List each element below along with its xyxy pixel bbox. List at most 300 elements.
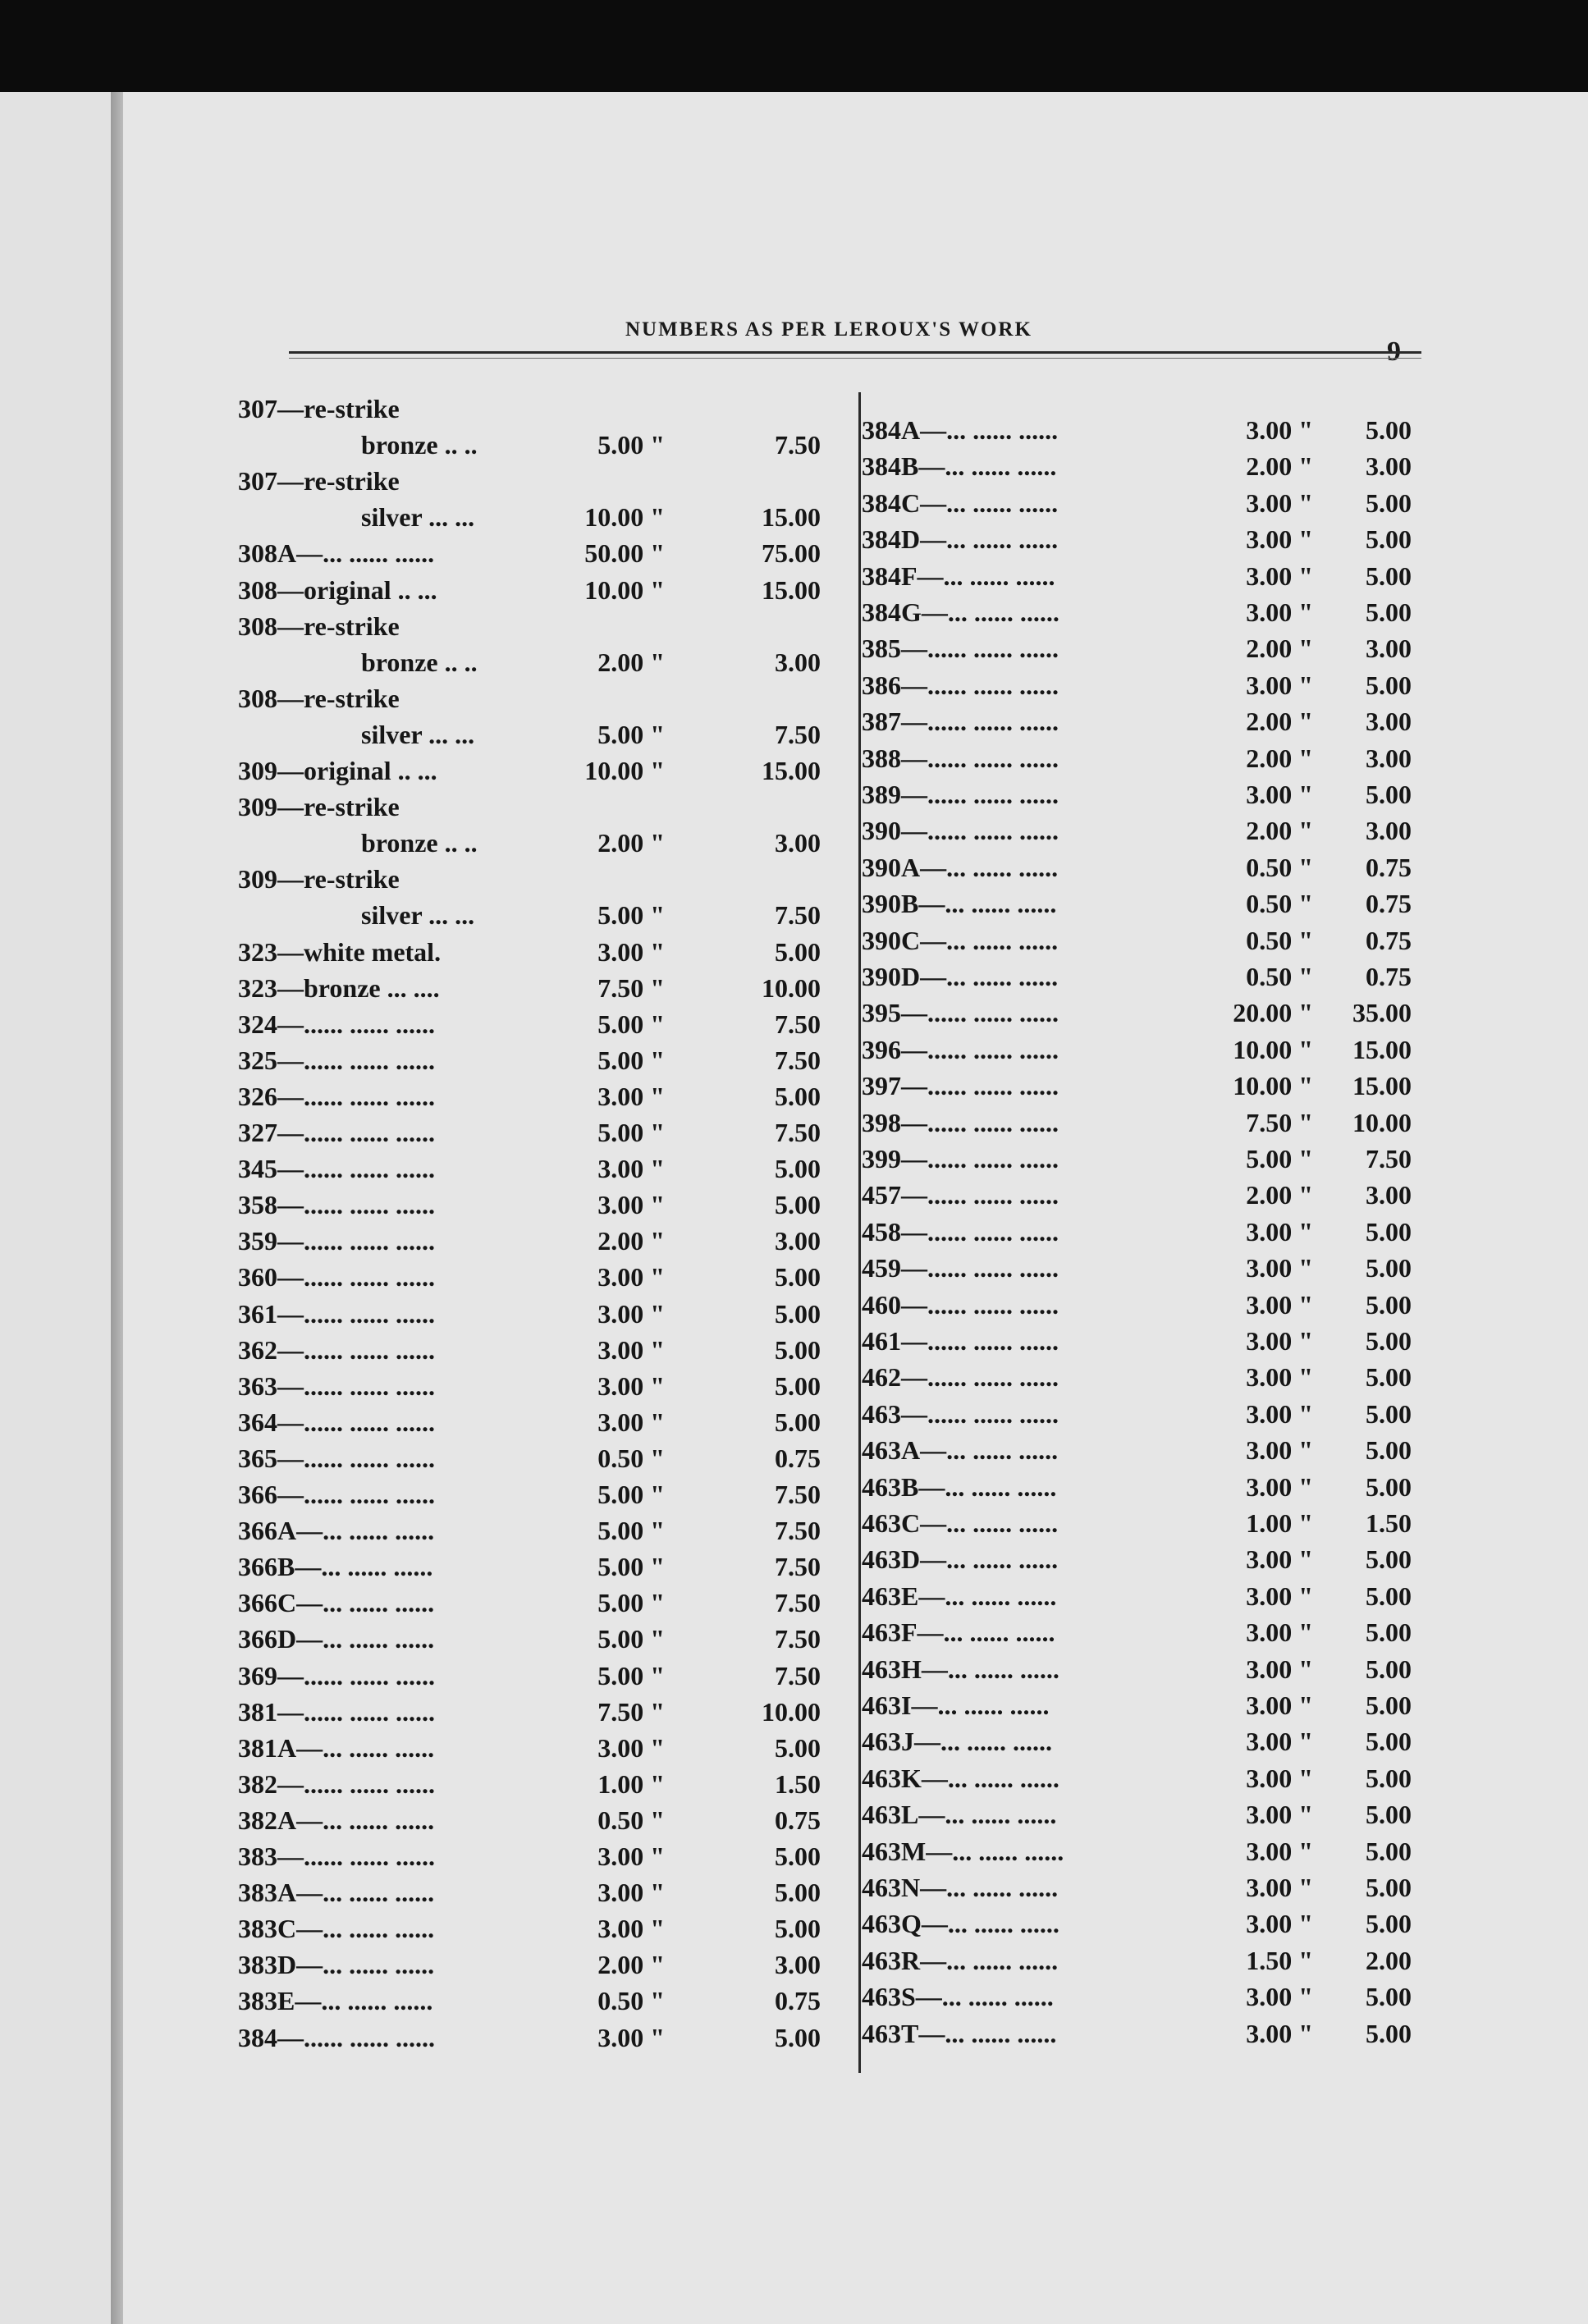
price-fine: 3.00 " <box>597 936 665 967</box>
coin-number-label: 462—...... ...... ...... <box>862 1362 1059 1393</box>
coin-number-label: 390C—... ...... ...... <box>862 925 1059 955</box>
coin-number-label: 463I—... ...... ...... <box>862 1690 1050 1720</box>
price-fine: 5.00 " <box>597 1624 665 1654</box>
price-fine: 5.00 " <box>597 1480 665 1509</box>
price-uncirculated: 2.00 <box>1366 1945 1412 1975</box>
price-fine: 5.00 " <box>597 430 665 460</box>
price-fine: 5.00 " <box>597 1516 665 1546</box>
price-row <box>238 720 845 753</box>
price-uncirculated: 7.50 <box>775 1516 821 1546</box>
price-row <box>862 2019 1420 2052</box>
price-row <box>862 524 1420 557</box>
price-uncirculated: 5.00 <box>1366 1253 1412 1283</box>
price-row <box>862 1071 1420 1104</box>
price-row <box>862 1581 1420 1614</box>
price-fine: 3.00 " <box>1246 487 1313 518</box>
price-row <box>862 1326 1420 1359</box>
coin-number-label: 461—...... ...... ...... <box>862 1326 1059 1356</box>
price-fine: 5.00 " <box>597 1660 665 1690</box>
coin-number-label: 366C—... ...... ...... <box>238 1588 435 1618</box>
coin-number-label: 463H—... ...... ...... <box>862 1654 1059 1684</box>
price-uncirculated: 0.75 <box>775 1805 821 1835</box>
price-row <box>862 853 1420 885</box>
price-fine: 0.50 " <box>1246 962 1313 991</box>
price-uncirculated: 5.00 <box>775 2022 821 2052</box>
price-fine: 3.00 " <box>597 1154 665 1184</box>
price-uncirculated: 5.00 <box>1366 1617 1412 1648</box>
price-uncirculated: 5.00 <box>1366 780 1412 809</box>
price-uncirculated: 3.00 <box>1366 451 1412 482</box>
price-fine: 7.50 " <box>597 972 665 1003</box>
price-fine: 10.00 " <box>1233 1034 1313 1064</box>
price-fine: 2.00 " <box>1246 451 1313 482</box>
price-row <box>238 1407 845 1440</box>
price-row <box>862 998 1420 1031</box>
price-uncirculated: 3.00 <box>775 1226 821 1256</box>
price-uncirculated: 3.00 <box>1366 707 1412 737</box>
price-fine: 50.00 " <box>584 538 665 569</box>
price-fine: 3.00 " <box>1246 2018 1313 2048</box>
coin-number-label: 460—...... ...... ...... <box>862 1289 1059 1320</box>
price-row <box>238 1082 845 1114</box>
coin-number-label: 324—...... ...... ...... <box>238 1009 435 1039</box>
price-fine: 3.00 " <box>597 1298 665 1329</box>
price-row <box>862 743 1420 776</box>
price-row <box>238 1697 845 1730</box>
price-row <box>238 466 845 499</box>
price-fine: 3.00 " <box>597 2022 665 2052</box>
price-fine: 3.00 " <box>597 1190 665 1220</box>
price-fine: 10.00 " <box>584 756 665 785</box>
price-uncirculated: 5.00 <box>1366 524 1412 555</box>
coin-number-label: 381—...... ...... ...... <box>238 1696 435 1727</box>
price-fine: 3.00 " <box>1246 1544 1313 1575</box>
coin-number-label: 463Q—... ...... ...... <box>862 1909 1059 1939</box>
price-uncirculated: 3.00 <box>1366 634 1412 664</box>
price-fine: 5.00 " <box>597 900 665 931</box>
price-fine: 2.00 " <box>1246 634 1313 664</box>
price-row <box>862 1180 1420 1213</box>
coin-number-label: 364—...... ...... ...... <box>238 1407 435 1437</box>
price-row <box>862 1508 1420 1541</box>
coin-number-label: 463S—... ...... ...... <box>862 1982 1054 2012</box>
price-row <box>238 1805 845 1838</box>
coin-number-label: 399—...... ...... ...... <box>862 1144 1059 1173</box>
price-fine: 3.00 " <box>1246 1216 1313 1247</box>
coin-number-label: 383D—... ...... ...... <box>238 1950 435 1980</box>
price-row <box>862 1253 1420 1286</box>
price-fine: 10.00 " <box>584 574 665 605</box>
price-uncirculated: 15.00 <box>1352 1034 1412 1064</box>
price-uncirculated: 5.00 <box>1366 2018 1412 2048</box>
price-uncirculated: 5.00 <box>1366 1727 1412 1757</box>
price-uncirculated: 5.00 <box>775 1262 821 1292</box>
coin-number-label: 359—...... ...... ...... <box>238 1226 435 1256</box>
price-fine: 3.00 " <box>1246 597 1313 627</box>
coin-number-label: 463L—... ...... ...... <box>862 1800 1057 1830</box>
coin-number-label: 309—re-strike <box>238 792 400 822</box>
coin-number-label: 309—original .. ... <box>238 756 437 785</box>
price-uncirculated: 5.00 <box>775 1081 821 1111</box>
price-row <box>862 926 1420 958</box>
price-uncirculated: 0.75 <box>1366 889 1412 919</box>
price-fine: 3.00 " <box>1246 1727 1313 1757</box>
price-uncirculated: 7.50 <box>1366 1144 1412 1173</box>
coin-number-label: 383C—... ...... ...... <box>238 1914 435 1944</box>
price-row <box>238 1624 845 1657</box>
price-fine: 3.00 " <box>1246 1362 1313 1393</box>
price-fine: 3.00 " <box>1246 1326 1313 1356</box>
coin-number-label: bronze .. .. <box>361 647 478 677</box>
coin-number-label: 358—...... ...... ...... <box>238 1190 435 1220</box>
price-uncirculated: 5.00 <box>775 1370 821 1401</box>
price-row <box>238 937 845 970</box>
price-row <box>238 1841 845 1874</box>
coin-number-label: 326—...... ...... ...... <box>238 1081 435 1111</box>
price-uncirculated: 5.00 <box>1366 560 1412 591</box>
price-row <box>862 1873 1420 1905</box>
price-fine: 3.00 " <box>1246 1253 1313 1283</box>
price-fine: 3.00 " <box>1246 670 1313 700</box>
price-uncirculated: 5.00 <box>775 1732 821 1763</box>
price-uncirculated: 15.00 <box>762 756 821 785</box>
coin-number-label: 384C—... ...... ...... <box>862 487 1059 518</box>
coin-number-label: 307—re-strike <box>238 466 400 496</box>
price-row <box>862 1764 1420 1796</box>
price-row <box>238 973 845 1006</box>
coin-number-label: 365—...... ...... ...... <box>238 1443 435 1473</box>
price-fine: 0.50 " <box>597 1443 665 1473</box>
price-uncirculated: 3.00 <box>1366 1180 1412 1210</box>
coin-number-label: 308—re-strike <box>238 683 400 713</box>
price-fine: 0.50 " <box>1246 852 1313 882</box>
price-fine: 3.00 " <box>1246 1763 1313 1793</box>
price-uncirculated: 5.00 <box>775 1407 821 1437</box>
price-fine: 1.00 " <box>597 1768 665 1799</box>
price-row <box>862 962 1420 995</box>
price-fine: 2.00 " <box>597 1226 665 1256</box>
coin-number-label: 384D—... ...... ...... <box>862 524 1059 555</box>
coin-number-label: 463K—... ...... ...... <box>862 1763 1059 1793</box>
price-fine: 3.00 " <box>597 1841 665 1871</box>
price-uncirculated: 3.00 <box>1366 743 1412 773</box>
price-uncirculated: 5.00 <box>1366 1581 1412 1611</box>
price-uncirculated: 7.50 <box>775 1009 821 1039</box>
price-uncirculated: 5.00 <box>1366 1216 1412 1247</box>
coin-number-label: 390A—... ...... ...... <box>862 852 1059 882</box>
price-uncirculated: 5.00 <box>1366 1690 1412 1720</box>
coin-number-label: silver ... ... <box>361 900 475 931</box>
price-fine: 1.50 " <box>1246 1945 1313 1975</box>
price-fine: 3.00 " <box>597 1262 665 1292</box>
price-row <box>238 394 845 427</box>
price-row <box>238 1443 845 1476</box>
price-row <box>238 864 845 897</box>
price-fine: 3.00 " <box>1246 560 1313 591</box>
price-uncirculated: 5.00 <box>775 936 821 967</box>
coin-number-label: 388—...... ...... ...... <box>862 743 1059 773</box>
price-row <box>862 1727 1420 1759</box>
price-row <box>238 1262 845 1295</box>
price-fine: 3.00 " <box>1246 1800 1313 1830</box>
coin-number-label: 361—...... ...... ...... <box>238 1298 435 1329</box>
price-row <box>238 1226 845 1259</box>
price-fine: 7.50 " <box>1246 1107 1313 1137</box>
price-row <box>238 756 845 789</box>
header-rule <box>289 351 1421 354</box>
price-row <box>862 1144 1420 1177</box>
price-fine: 3.00 " <box>1246 1909 1313 1939</box>
price-row <box>238 1950 845 1983</box>
price-row <box>238 1516 845 1549</box>
coin-number-label: 386—...... ...... ...... <box>862 670 1059 700</box>
coin-number-label: 387—...... ...... ...... <box>862 707 1059 737</box>
coin-number-label: 457—...... ...... ...... <box>862 1180 1059 1210</box>
price-uncirculated: 75.00 <box>762 538 821 569</box>
price-fine: 3.00 " <box>597 1334 665 1365</box>
coin-number-label: 384B—... ...... ...... <box>862 451 1057 482</box>
coin-number-label: 463F—... ...... ...... <box>862 1617 1055 1648</box>
price-fine: 5.00 " <box>597 1588 665 1618</box>
price-row <box>862 1108 1420 1141</box>
price-row <box>862 1035 1420 1068</box>
price-uncirculated: 5.00 <box>1366 1982 1412 2012</box>
price-uncirculated: 5.00 <box>1366 1873 1412 1902</box>
price-row <box>238 502 845 535</box>
price-fine: 5.00 " <box>597 1552 665 1582</box>
price-row <box>238 1335 845 1368</box>
price-uncirculated: 0.75 <box>1366 852 1412 882</box>
price-uncirculated: 7.50 <box>775 1045 821 1075</box>
price-uncirculated: 5.00 <box>775 1878 821 1908</box>
coin-number-label: 384F—... ...... ...... <box>862 560 1055 591</box>
price-row <box>238 1552 845 1585</box>
coin-number-label: 396—...... ...... ...... <box>862 1034 1059 1064</box>
coin-number-label: bronze .. .. <box>361 430 478 460</box>
price-uncirculated: 5.00 <box>1366 415 1412 445</box>
price-row <box>862 889 1420 922</box>
price-row <box>862 634 1420 666</box>
price-uncirculated: 5.00 <box>775 1154 821 1184</box>
price-fine: 2.00 " <box>1246 816 1313 846</box>
price-fine: 0.50 " <box>597 1986 665 2016</box>
coin-number-label: 463B—... ...... ...... <box>862 1471 1057 1502</box>
coin-number-label: 463—...... ...... ...... <box>862 1398 1059 1429</box>
price-row <box>238 575 845 608</box>
price-row <box>238 1190 845 1223</box>
coin-number-label: 463T—... ...... ...... <box>862 2018 1057 2048</box>
price-row <box>862 451 1420 484</box>
coin-number-label: 325—...... ...... ...... <box>238 1045 435 1075</box>
price-row <box>238 647 845 680</box>
price-row <box>862 670 1420 703</box>
coin-number-label: 384A—... ...... ...... <box>862 415 1059 445</box>
coin-number-label: 382A—... ...... ...... <box>238 1805 435 1835</box>
price-fine: 3.00 " <box>1246 1690 1313 1720</box>
price-row <box>862 1800 1420 1832</box>
coin-number-label: 308—re-strike <box>238 611 400 641</box>
price-fine: 20.00 " <box>1233 998 1313 1028</box>
price-fine: 5.00 " <box>597 1045 665 1075</box>
price-uncirculated: 35.00 <box>1352 998 1412 1028</box>
price-row <box>862 1909 1420 1942</box>
price-row <box>238 1769 845 1802</box>
price-fine: 10.00 " <box>584 502 665 533</box>
coin-number-label: 395—...... ...... ...... <box>862 998 1059 1028</box>
price-uncirculated: 7.50 <box>775 900 821 931</box>
price-uncirculated: 0.75 <box>775 1986 821 2016</box>
price-fine: 3.00 " <box>597 1370 665 1401</box>
price-fine: 3.00 " <box>1246 1982 1313 2012</box>
coin-number-label: 366D—... ...... ...... <box>238 1624 435 1654</box>
price-row <box>862 816 1420 849</box>
price-uncirculated: 10.00 <box>762 972 821 1003</box>
price-uncirculated: 5.00 <box>1366 1398 1412 1429</box>
coin-number-label: 385—...... ...... ...... <box>862 634 1059 664</box>
coin-number-label: 398—...... ...... ...... <box>862 1107 1059 1137</box>
coin-number-label: 463J—... ...... ...... <box>862 1727 1052 1757</box>
price-uncirculated: 5.00 <box>1366 1909 1412 1939</box>
coin-number-label: silver ... ... <box>361 719 475 749</box>
coin-number-label: 308—original .. ... <box>238 574 437 605</box>
coin-number-label: 383—...... ...... ...... <box>238 1841 435 1871</box>
price-row <box>862 561 1420 594</box>
price-uncirculated: 5.00 <box>1366 1544 1412 1575</box>
price-row <box>862 1837 1420 1869</box>
price-fine: 3.00 " <box>597 1732 665 1763</box>
coin-number-label: 382—...... ...... ...... <box>238 1768 435 1799</box>
coin-number-label: 363—...... ...... ...... <box>238 1370 435 1401</box>
price-uncirculated: 7.50 <box>775 1660 821 1690</box>
price-row <box>238 1009 845 1042</box>
price-row <box>238 1986 845 2019</box>
price-fine: 10.00 " <box>1233 1071 1313 1101</box>
price-row <box>862 707 1420 739</box>
coin-number-label: 390D—... ...... ...... <box>862 962 1059 991</box>
price-row <box>238 1914 845 1947</box>
price-fine: 1.00 " <box>1246 1508 1313 1538</box>
price-row <box>862 1362 1420 1395</box>
price-fine: 2.00 " <box>597 828 665 858</box>
price-fine: 0.50 " <box>1246 925 1313 955</box>
price-fine: 5.00 " <box>597 1118 665 1147</box>
price-uncirculated: 5.00 <box>775 1914 821 1944</box>
coin-number-label: 327—...... ...... ...... <box>238 1118 435 1147</box>
coin-number-label: 360—...... ...... ...... <box>238 1262 435 1292</box>
price-row <box>238 430 845 463</box>
coin-number-label: 463R—... ...... ...... <box>862 1945 1059 1975</box>
coin-number-label: 397—...... ...... ...... <box>862 1071 1059 1101</box>
price-fine: 3.00 " <box>597 1407 665 1437</box>
price-fine: 0.50 " <box>597 1805 665 1835</box>
coin-number-label: 463D—... ...... ...... <box>862 1544 1059 1575</box>
price-row <box>238 900 845 933</box>
price-fine: 3.00 " <box>1246 1435 1313 1466</box>
coin-number-label: 309—re-strike <box>238 864 400 894</box>
price-fine: 3.00 " <box>597 1914 665 1944</box>
coin-number-label: 383A—... ...... ...... <box>238 1878 435 1908</box>
price-fine: 3.00 " <box>1246 780 1313 809</box>
price-row <box>238 538 845 571</box>
price-fine: 5.00 " <box>597 719 665 749</box>
price-fine: 2.00 " <box>1246 707 1313 737</box>
coin-number-label: silver ... ... <box>361 502 475 533</box>
price-fine: 3.00 " <box>1246 1289 1313 1320</box>
price-row <box>862 415 1420 448</box>
coin-number-label: bronze .. .. <box>361 828 478 858</box>
price-fine: 2.00 " <box>1246 743 1313 773</box>
price-uncirculated: 5.00 <box>1366 597 1412 627</box>
coin-number-label: 383E—... ...... ...... <box>238 1986 433 2016</box>
coin-number-label: 323—white metal. <box>238 936 442 967</box>
price-uncirculated: 3.00 <box>775 647 821 677</box>
price-row <box>238 828 845 861</box>
price-row <box>238 611 845 644</box>
coin-number-label: 390B—... ...... ...... <box>862 889 1057 919</box>
price-row <box>238 1661 845 1694</box>
price-fine: 3.00 " <box>597 1081 665 1111</box>
price-row <box>862 597 1420 630</box>
price-uncirculated: 5.00 <box>1366 1471 1412 1502</box>
coin-number-label: 307—re-strike <box>238 394 400 423</box>
price-uncirculated: 5.00 <box>775 1841 821 1871</box>
price-uncirculated: 5.00 <box>1366 1362 1412 1393</box>
coin-number-label: 369—...... ...... ...... <box>238 1660 435 1690</box>
price-uncirculated: 15.00 <box>1352 1071 1412 1101</box>
coin-number-label: 463N—... ...... ...... <box>862 1873 1059 1902</box>
price-fine: 2.00 " <box>597 1950 665 1980</box>
price-uncirculated: 5.00 <box>1366 1763 1412 1793</box>
price-row <box>238 1733 845 1766</box>
price-uncirculated: 7.50 <box>775 1118 821 1147</box>
price-row <box>862 488 1420 521</box>
price-uncirculated: 5.00 <box>1366 1800 1412 1830</box>
coin-number-label: 323—bronze ... .... <box>238 972 440 1003</box>
price-row <box>238 1299 845 1332</box>
price-fine: 3.00 " <box>1246 1398 1313 1429</box>
price-uncirculated: 7.50 <box>775 1588 821 1618</box>
coin-number-label: 366A—... ...... ...... <box>238 1516 435 1546</box>
price-fine: 0.50 " <box>1246 889 1313 919</box>
price-row <box>862 1982 1420 2015</box>
price-uncirculated: 5.00 <box>1366 1435 1412 1466</box>
price-row <box>862 1399 1420 1432</box>
price-row <box>862 1544 1420 1577</box>
coin-number-label: 362—...... ...... ...... <box>238 1334 435 1365</box>
price-fine: 3.00 " <box>1246 1836 1313 1866</box>
price-row <box>862 1690 1420 1723</box>
price-fine: 5.00 " <box>597 1009 665 1039</box>
coin-number-label: 381A—... ...... ...... <box>238 1732 435 1763</box>
coin-number-label: 384G—... ...... ...... <box>862 597 1059 627</box>
price-uncirculated: 7.50 <box>775 1624 821 1654</box>
price-uncirculated: 1.50 <box>775 1768 821 1799</box>
price-fine: 3.00 " <box>1246 1617 1313 1648</box>
price-fine: 3.00 " <box>1246 415 1313 445</box>
price-uncirculated: 5.00 <box>1366 1289 1412 1320</box>
price-row <box>238 1878 845 1910</box>
header-rule-thin <box>289 358 1421 359</box>
price-row <box>862 780 1420 812</box>
coin-number-label: 345—...... ...... ...... <box>238 1154 435 1184</box>
price-row <box>238 684 845 716</box>
price-uncirculated: 0.75 <box>1366 925 1412 955</box>
price-row <box>238 1480 845 1512</box>
price-uncirculated: 5.00 <box>1366 487 1412 518</box>
price-uncirculated: 3.00 <box>1366 816 1412 846</box>
price-uncirculated: 15.00 <box>762 574 821 605</box>
price-fine: 3.00 " <box>1246 1654 1313 1684</box>
